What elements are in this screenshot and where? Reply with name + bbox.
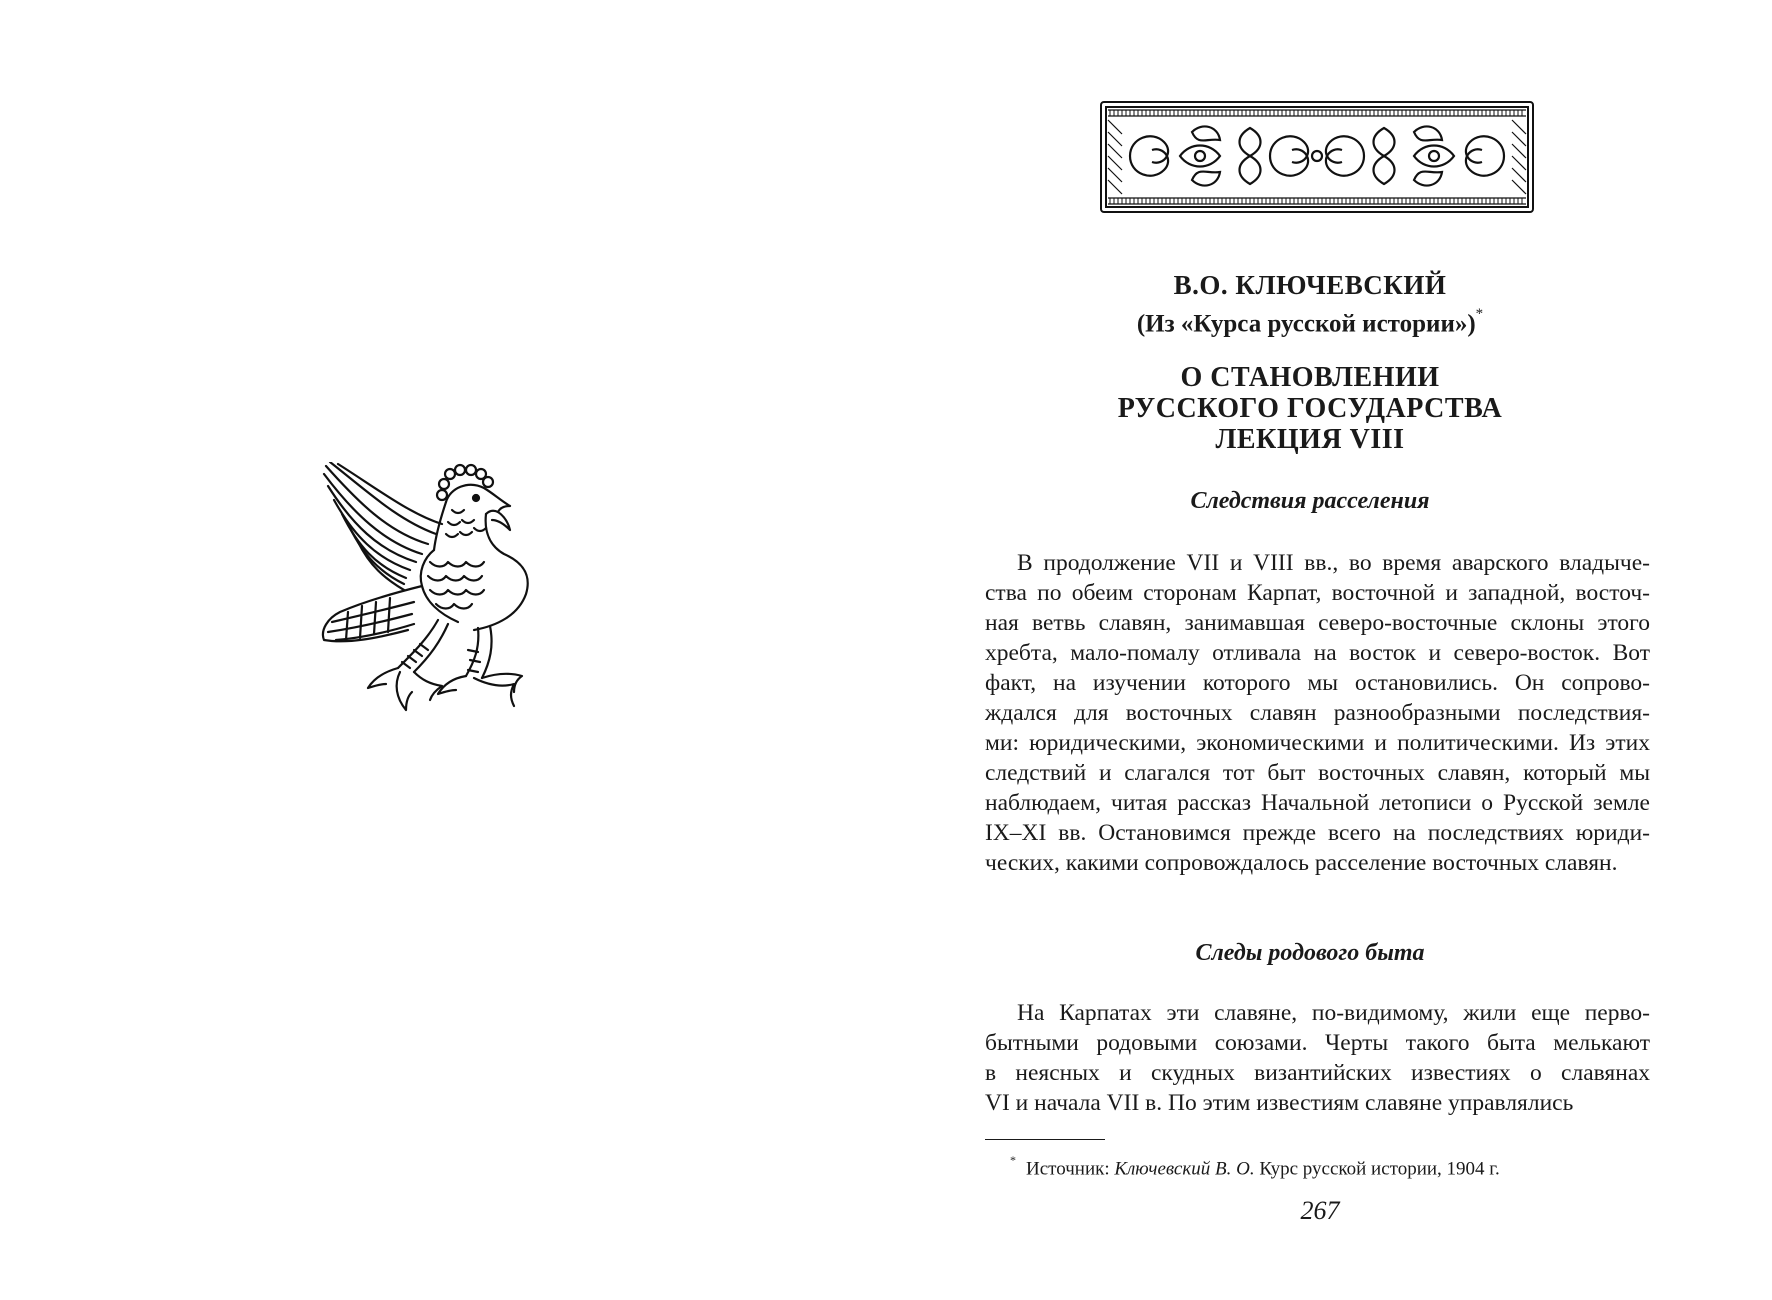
text-line: VI и начала VII в. По этим известиям славяне управлялись xyxy=(985,1090,1574,1116)
ornament-band-icon xyxy=(1100,98,1534,216)
text-line: ческих, какими сопровождалось расселение восточных славян. xyxy=(985,850,1618,876)
lecture-title xyxy=(980,362,1640,455)
text-line: ждался для восточных славян разнообразными последствия- xyxy=(985,700,1650,726)
paragraph xyxy=(985,998,1650,1118)
title-line: ЛЕКЦИЯ VIII xyxy=(1215,424,1405,455)
text-line: В продолжение VII и VIII вв., во время аварского владыче- xyxy=(1017,550,1650,576)
author-heading: В.О. КЛЮЧЕВСКИЙ xyxy=(1173,270,1447,300)
text-line: На Карпатах эти славяне, по-видимому, жили еще перво- xyxy=(1017,1000,1650,1026)
text-line: следствий и слагался тот быт восточных славян, который мы xyxy=(985,760,1650,786)
text-line: бытными родовыми союзами. Черты такого быта мелькают xyxy=(985,1030,1650,1056)
title-line: РУССКОГО ГОСУДАРСТВА xyxy=(1117,393,1503,424)
text-line: наблюдаем, читая рассказ Начальной летописи о Русской земле xyxy=(985,790,1650,816)
title-line: О СТАНОВЛЕНИИ xyxy=(1180,362,1440,393)
author-source-text: (Из «Курса русской истории») xyxy=(1136,310,1476,338)
bird-icon xyxy=(318,462,558,734)
footnote-author: Ключевский В. О. xyxy=(1114,1158,1255,1180)
text-line: хребта, мало-помалу отливала на восток и северо-восток. Вот xyxy=(985,640,1650,666)
footnote xyxy=(1010,1150,1500,1182)
author-source xyxy=(980,302,1640,340)
text-line: ства по обеим сторонам Карпат, восточной и западной, восточ- xyxy=(985,580,1650,606)
footnote-divider xyxy=(985,1139,1105,1140)
text-line: ная ветвь славян, занимавшая северо-восточные склоны этого xyxy=(985,610,1650,636)
text-line: IX–XI вв. Остановимся прежде всего на последствиях юриди- xyxy=(985,820,1650,846)
footnote-mark: * xyxy=(1010,1153,1016,1167)
footnote-prefix: Источник: xyxy=(1026,1158,1115,1180)
footnote-rest: Курс русской истории, 1904 г. xyxy=(1254,1158,1500,1180)
section-heading: Следы родового быта xyxy=(1195,940,1425,966)
text-line: ми: юридическими, экономическими и политическими. Из этих xyxy=(985,730,1650,756)
paragraph xyxy=(985,548,1650,878)
text-line: факт, на изучении которого мы остановились. Он сопрово- xyxy=(985,670,1650,696)
footnote-marker[interactable]: * xyxy=(1475,306,1484,322)
text-line: в неясных и скудных византийских известиях о славянах xyxy=(985,1060,1650,1086)
page-number: 267 xyxy=(1300,1196,1340,1225)
section-heading: Следствия расселения xyxy=(1190,488,1430,514)
